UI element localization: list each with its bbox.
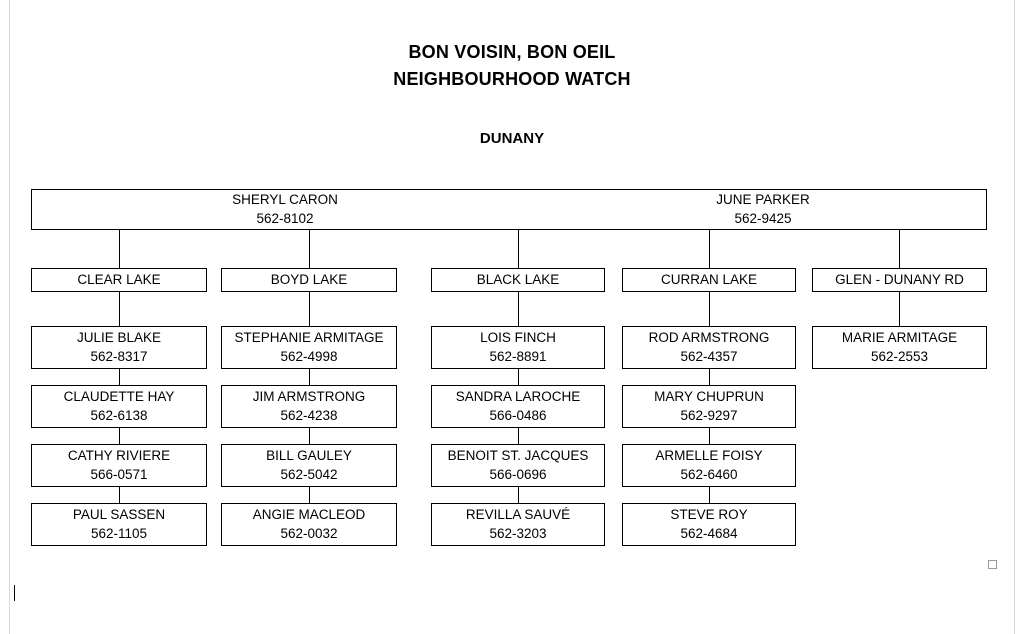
member-phone: 562-3203: [489, 525, 547, 541]
member-node: [431, 503, 605, 546]
member-node: [622, 385, 796, 428]
member-phone: 562-4357: [680, 348, 738, 364]
connector-line: [518, 369, 519, 385]
member-node: [622, 326, 796, 369]
page-subtitle: DUNANY: [479, 130, 545, 147]
member-node: [622, 503, 796, 546]
member-phone: 562-8891: [489, 348, 547, 364]
group-header-curran-lake: [622, 268, 796, 292]
group-header-label: BLACK LAKE: [476, 271, 560, 287]
member-phone: 562-5042: [280, 466, 338, 482]
member-node: [431, 385, 605, 428]
member-phone: 562-2553: [870, 348, 929, 364]
member-name: SANDRA LAROCHE: [455, 389, 581, 405]
connector-line: [119, 292, 120, 326]
member-node: [31, 444, 207, 487]
member-name: CLAUDETTE HAY: [63, 389, 175, 405]
member-name: REVILLA SAUVÉ: [465, 507, 571, 523]
member-node: [431, 444, 605, 487]
group-header-label: BOYD LAKE: [270, 271, 348, 287]
connector-line: [709, 487, 710, 503]
page-end-marker: [988, 560, 997, 569]
member-name: JULIE BLAKE: [76, 330, 162, 346]
coordinator-cell: [32, 190, 538, 229]
group-header-label: GLEN - DUNANY RD: [835, 271, 964, 287]
page-title-line-1: BON VOISIN, BON OEIL: [408, 42, 616, 62]
connector-line: [309, 487, 310, 503]
connector-line: [309, 369, 310, 385]
member-name: ARMELLE FOISY: [655, 448, 763, 464]
member-phone: 566-0571: [90, 466, 148, 482]
member-name: JIM ARMSTRONG: [252, 389, 366, 405]
member-node: [431, 326, 605, 369]
group-header-glen-dunany-rd: [812, 268, 987, 292]
connector-line: [119, 230, 120, 268]
member-name: MARIE ARMITAGE: [841, 330, 958, 346]
member-name: MARY CHUPRUN: [654, 389, 764, 405]
connector-line: [119, 428, 120, 444]
coordinator-cell: [538, 190, 988, 229]
member-phone: 562-6138: [90, 407, 148, 423]
connector-line: [119, 487, 120, 503]
connector-line: [119, 369, 120, 385]
member-node: [221, 444, 397, 487]
member-name: BILL GAULEY: [266, 448, 352, 464]
member-phone: 562-9297: [680, 407, 738, 423]
group-header-black-lake: [431, 268, 605, 292]
connector-line: [518, 230, 519, 268]
group-header-label: CLEAR LAKE: [77, 271, 161, 287]
member-phone: 562-1105: [90, 525, 148, 541]
connector-line: [709, 369, 710, 385]
member-node: [221, 385, 397, 428]
member-name: LOIS FINCH: [480, 330, 556, 346]
coordinator-phone: 562-9425: [734, 210, 792, 226]
member-phone: 562-0032: [280, 525, 338, 541]
connector-line: [709, 428, 710, 444]
member-phone: 566-0696: [489, 466, 547, 482]
member-phone: 562-4684: [680, 525, 738, 541]
member-node: [812, 326, 987, 369]
group-header-clear-lake: [31, 268, 207, 292]
connector-line: [709, 292, 710, 326]
connector-line: [309, 428, 310, 444]
connector-line: [709, 230, 710, 268]
coordinator-name: JUNE PARKER: [716, 192, 810, 208]
coordinator-phone: 562-8102: [256, 210, 314, 226]
member-node: [221, 503, 397, 546]
connector-line: [309, 230, 310, 268]
member-name: BENOIT ST. JACQUES: [447, 448, 589, 464]
member-node: [31, 326, 207, 369]
member-name: ROD ARMSTRONG: [648, 330, 770, 346]
text-caret: [14, 585, 15, 601]
member-node: [31, 385, 207, 428]
connector-line: [518, 292, 519, 326]
coordinator-band: [31, 189, 987, 230]
member-node: [31, 503, 207, 546]
coordinator-name: SHERYL CARON: [232, 192, 338, 208]
member-phone: 562-4238: [280, 407, 338, 423]
connector-line: [518, 487, 519, 503]
member-phone: 562-8317: [90, 348, 148, 364]
member-node: [622, 444, 796, 487]
member-name: ANGIE MACLEOD: [252, 507, 366, 523]
connector-line: [899, 230, 900, 268]
connector-line: [309, 292, 310, 326]
member-name: STEVE ROY: [670, 507, 748, 523]
group-header-boyd-lake: [221, 268, 397, 292]
member-name: STEPHANIE ARMITAGE: [234, 330, 384, 346]
member-name: PAUL SASSEN: [72, 507, 166, 523]
connector-line: [518, 428, 519, 444]
group-header-label: CURRAN LAKE: [660, 271, 758, 287]
connector-line: [899, 292, 900, 326]
member-name: CATHY RIVIERE: [67, 448, 171, 464]
member-phone: 562-6460: [680, 466, 738, 482]
member-phone: 566-0486: [489, 407, 547, 423]
page-title-line-2: NEIGHBOURHOOD WATCH: [393, 69, 631, 89]
member-phone: 562-4998: [280, 348, 338, 364]
member-node: [221, 326, 397, 369]
